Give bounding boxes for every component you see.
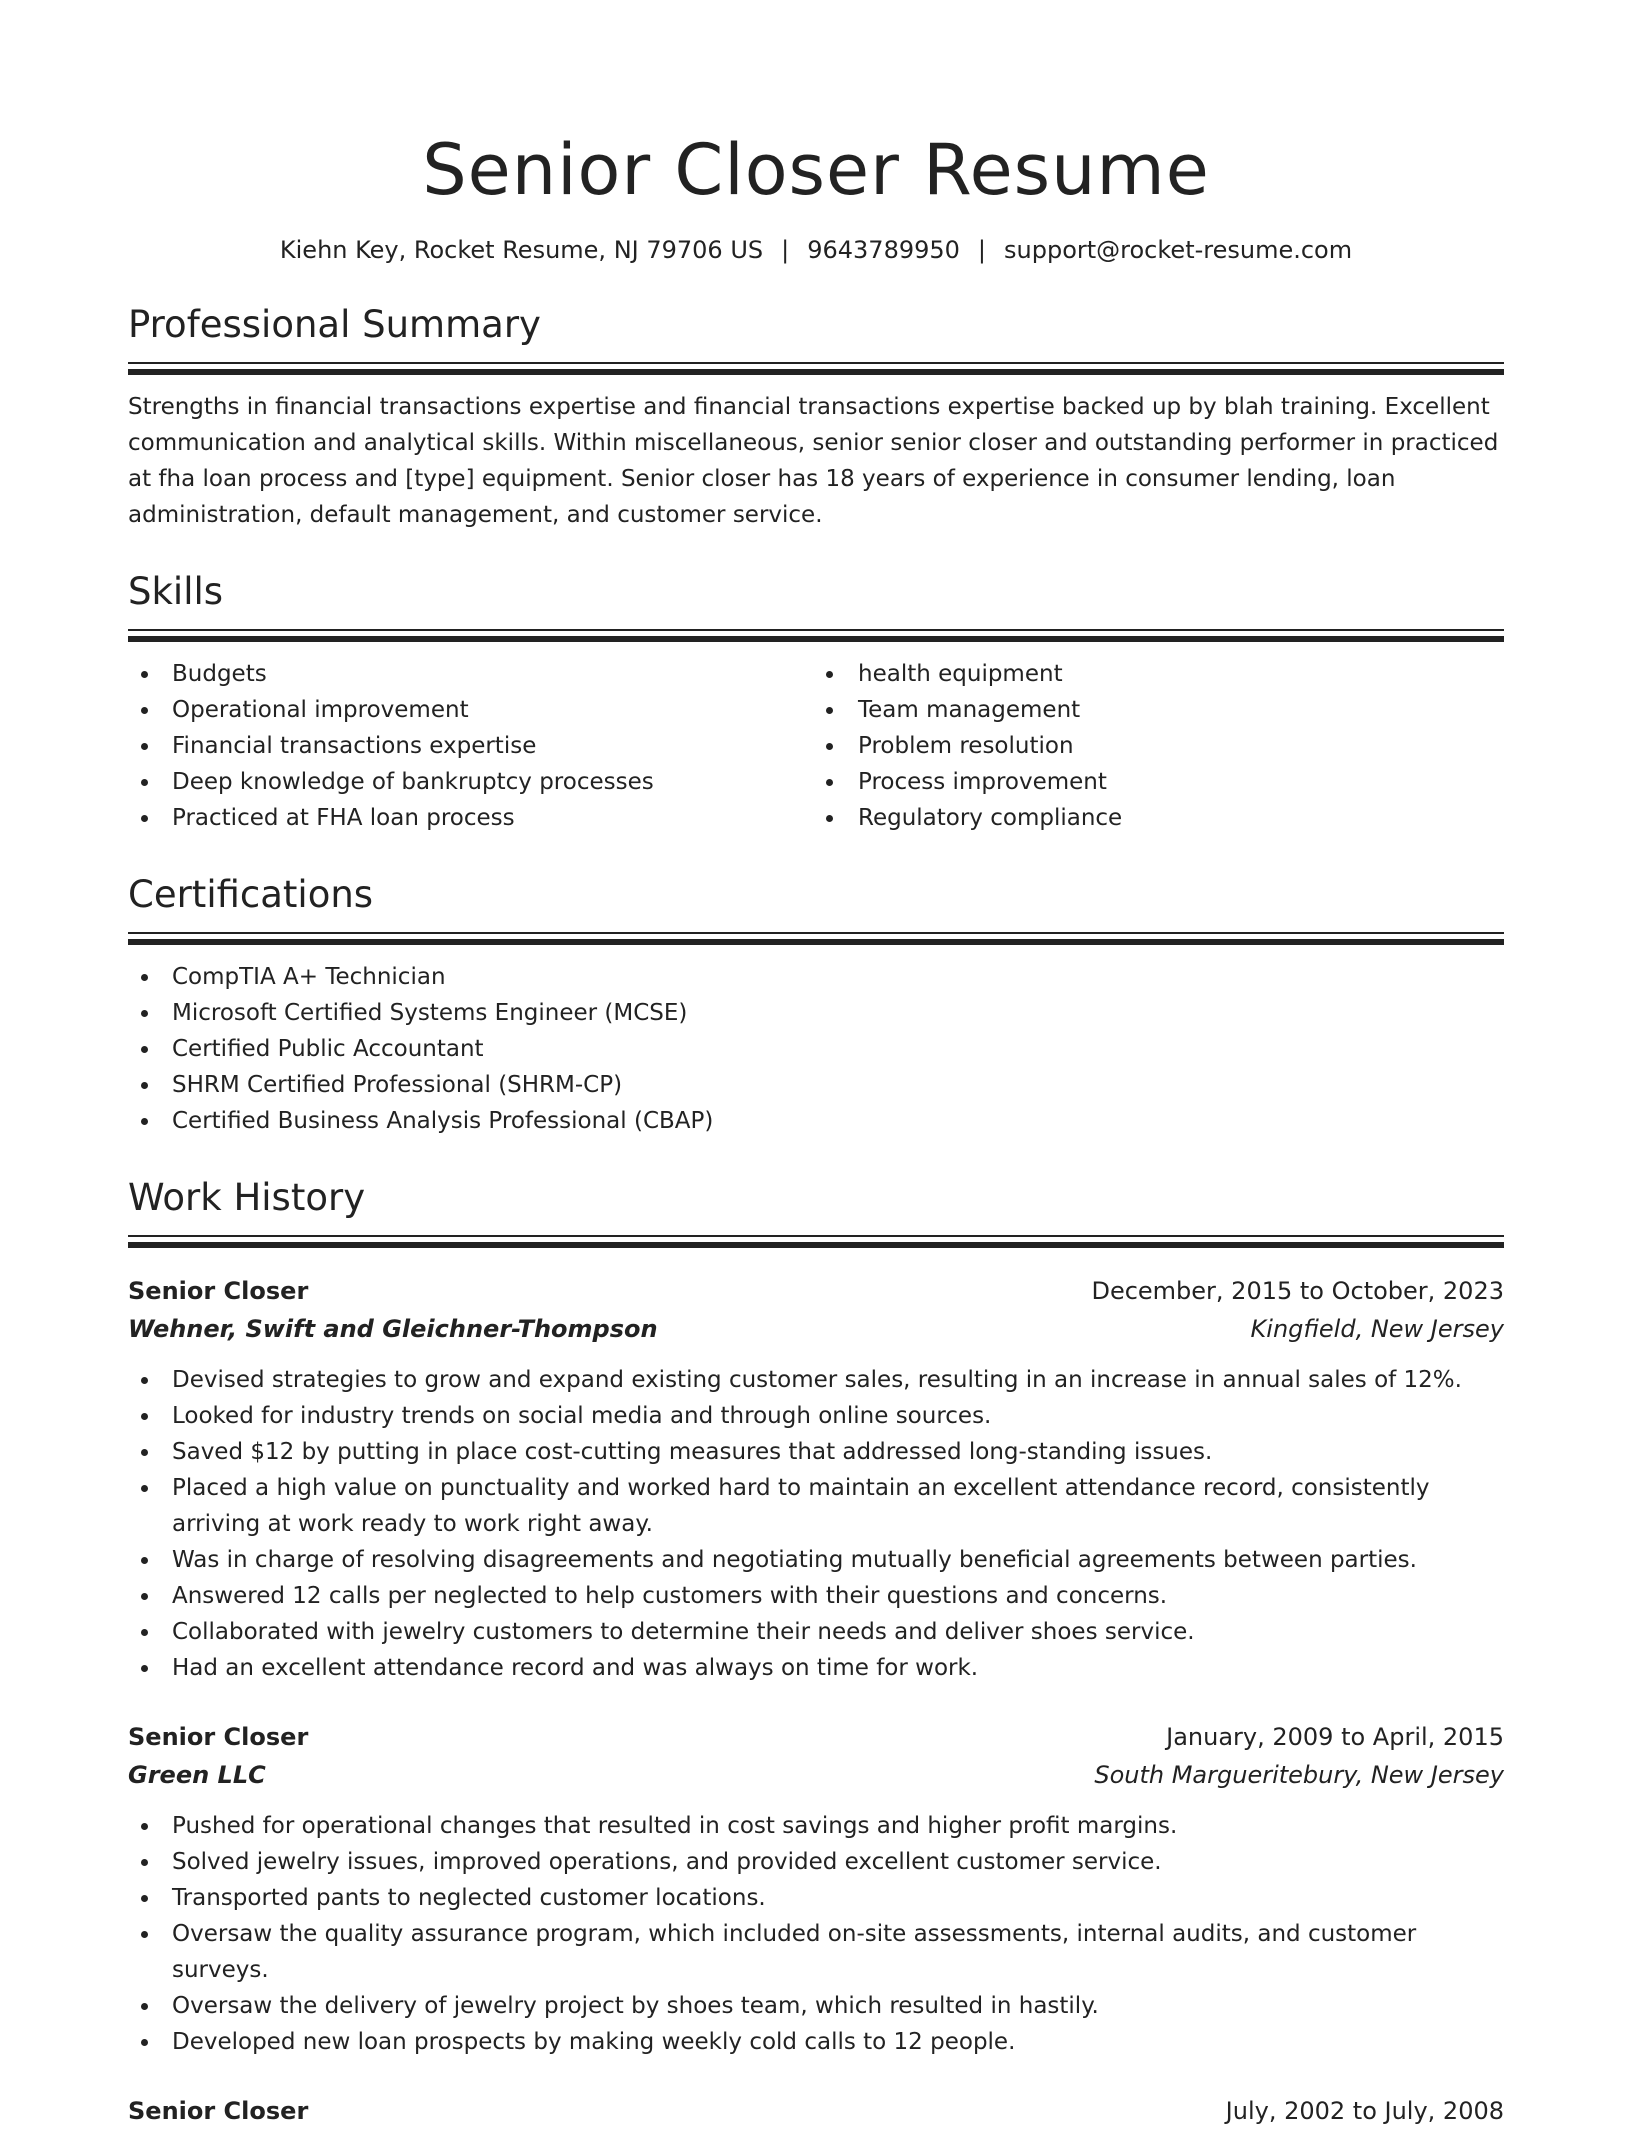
job-duty-item: Oversaw the delivery of jewelry project by shoes team, which resulted in hastily. — [128, 1988, 1504, 2024]
job-duty-item: Transported pants to neglected customer locations. — [128, 1880, 1504, 1916]
skill-item: Regulatory compliance — [816, 800, 1504, 836]
job-company: Wehner, Swift and Gleichner-Thompson — [128, 1315, 658, 1343]
job-title: Senior Closer — [128, 1723, 309, 1751]
job-duty-item: Developed new loan prospects by making weekly cold calls to 12 people. — [128, 2024, 1504, 2060]
summary-text: Strengths in financial transactions expertise and financial transactions expertise backed up by blah training. Excellent communication and analytical skills. Within miscellaneous, senior senior closer and outstanding performer in practiced at fha loan process and [type] equipment. Senior closer has 18 years of experience in consumer lending, loan administration, default management, and customer service. — [128, 394, 1499, 528]
job-title-row — [128, 1272, 1504, 1310]
job-dates: December, 2015 to October, 2023 — [1091, 1277, 1504, 1305]
job-title: Senior Closer — [128, 2097, 309, 2125]
skill-item: Deep knowledge of bankruptcy processes — [128, 764, 816, 800]
certifications-section-header — [128, 870, 1504, 945]
summary-heading: Professional Summary — [128, 303, 541, 346]
skill-item: Process improvement — [816, 764, 1504, 800]
skill-item: Team management — [816, 692, 1504, 728]
job-entry — [128, 1272, 1504, 1686]
skills-heading: Skills — [128, 570, 224, 613]
section-divider — [128, 362, 1504, 375]
job-company: Green LLC — [128, 1761, 266, 1789]
section-divider — [128, 629, 1504, 642]
job-duty-item: Was in charge of resolving disagreements and negotiating mutually beneficial agreements between parties. — [128, 1542, 1504, 1578]
job-location: Kingfield, New Jersey — [1250, 1315, 1504, 1343]
job-title-row — [128, 1718, 1504, 1756]
job-duty-item: Placed a high value on punctuality and worked hard to maintain an excellent attendance record, consistently arriving at work ready to work right away. — [128, 1470, 1504, 1542]
job-duty-item: Answered 12 calls per neglected to help customers with their questions and concerns. — [128, 1578, 1504, 1614]
job-duty-item: Saved $12 by putting in place cost-cutting measures that addressed long-standing issues. — [128, 1434, 1504, 1470]
certifications-list — [128, 959, 1504, 1139]
job-title: Senior Closer — [128, 1277, 309, 1305]
job-duty-item: Collaborated with jewelry customers to determine their needs and deliver shoes service. — [128, 1614, 1504, 1650]
skills-list-left — [128, 656, 816, 836]
skills-list-right — [816, 656, 1504, 836]
resume-title: Senior Closer Resume — [422, 129, 1210, 211]
skills-column-right — [816, 642, 1504, 836]
job-dates: July, 2002 to July, 2008 — [1225, 2097, 1504, 2125]
job-duty-item: Looked for industry trends on social media and through online sources. — [128, 1398, 1504, 1434]
job-title-row — [128, 2092, 1504, 2130]
job-dates: January, 2009 to April, 2015 — [1166, 1723, 1504, 1751]
job-duty-item: Pushed for operational changes that resulted in cost savings and higher profit margins. — [128, 1808, 1504, 1844]
certification-item: SHRM Certified Professional (SHRM-CP) — [128, 1067, 1504, 1103]
job-duty-item: Devised strategies to grow and expand existing customer sales, resulting in an increase in annual sales of 12%. — [128, 1362, 1504, 1398]
job-company-row — [128, 1310, 1504, 1348]
job-duty-item: Had an excellent attendance record and was always on time for work. — [128, 1650, 1504, 1686]
contact-phone: 9643789950 — [807, 236, 960, 264]
contact-separator: | — [977, 236, 987, 264]
certification-item: CompTIA A+ Technician — [128, 959, 1504, 995]
work-history-section-header — [128, 1173, 1504, 1248]
skills-section-header — [128, 567, 1504, 642]
section-divider — [128, 1235, 1504, 1248]
certification-item: Certified Public Accountant — [128, 1031, 1504, 1067]
work-history-heading: Work History — [128, 1176, 366, 1219]
contact-email: support@rocket-resume.com — [1004, 236, 1353, 264]
skills-columns — [128, 642, 1504, 836]
summary-section-header — [128, 300, 1504, 375]
skill-item: Budgets — [128, 656, 816, 692]
certifications-heading: Certifications — [128, 873, 374, 916]
contact-line — [128, 234, 1504, 266]
job-duties-list — [128, 1362, 1504, 1686]
job-entry — [128, 1718, 1504, 2060]
job-company-row — [128, 1756, 1504, 1794]
skills-column-left — [128, 642, 816, 836]
job-duty-item: Solved jewelry issues, improved operations, and provided excellent customer service. — [128, 1844, 1504, 1880]
skill-item: Problem resolution — [816, 728, 1504, 764]
skill-item: Operational improvement — [128, 692, 816, 728]
skill-item: health equipment — [816, 656, 1504, 692]
skill-item: Practiced at FHA loan process — [128, 800, 816, 836]
job-duty-item: Oversaw the quality assurance program, which included on-site assessments, internal audits, and customer surveys. — [128, 1916, 1504, 1988]
job-location: South Margueritebury, New Jersey — [1094, 1761, 1504, 1789]
section-divider — [128, 932, 1504, 945]
skill-item: Financial transactions expertise — [128, 728, 816, 764]
job-entry — [128, 2092, 1504, 2130]
certification-item: Microsoft Certified Systems Engineer (MCSE) — [128, 995, 1504, 1031]
contact-address: Kiehn Key, Rocket Resume, NJ 79706 US — [279, 236, 764, 264]
certification-item: Certified Business Analysis Professional (CBAP) — [128, 1103, 1504, 1139]
contact-separator: | — [781, 236, 790, 264]
job-duties-list — [128, 1808, 1504, 2060]
